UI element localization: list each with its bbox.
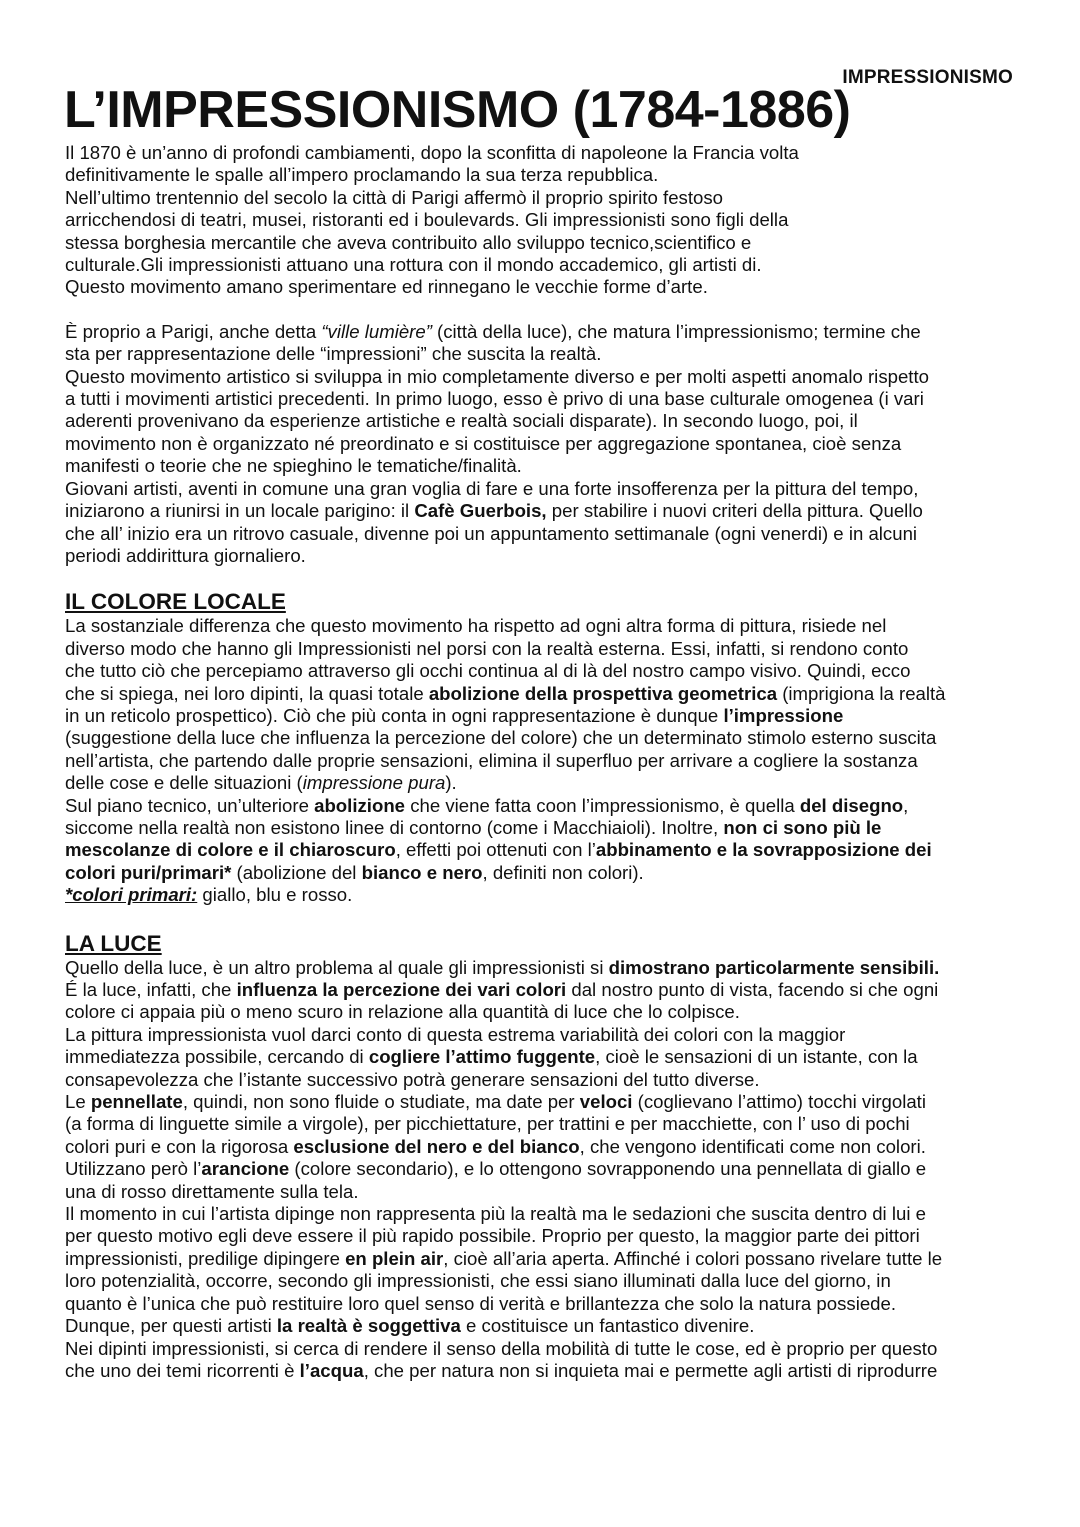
section-heading-colore-locale: IL COLORE LOCALE [65, 589, 286, 615]
text-run: , siccome nella realtà non esistono linee di contorno (come i Macchiaioli). Inoltre, [65, 794, 909, 838]
text-run: , effetti poi ottenuti con l’ [395, 839, 596, 861]
italic-term: “ville lumière” [321, 320, 432, 342]
luce-paragraph [65, 957, 1025, 1383]
footnote-label: *colori primari: [65, 884, 198, 906]
bold-term: non ci sono più le mescolanze di colore e il chiaroscuro [65, 816, 882, 861]
bold-term: l’impressione [723, 704, 844, 726]
text-run: Quello della luce, è un altro problema al quale gli impressionisti si [65, 956, 609, 978]
section-spacer [65, 907, 1025, 929]
bold-term: influenza la percezione dei vari colori [236, 979, 567, 1000]
section-spacer [65, 567, 1025, 589]
bold-term: cogliere l’attimo fuggente [368, 1046, 596, 1068]
bold-term: en plein air [345, 1247, 444, 1269]
text-run: È proprio a Parigi, anche detta [65, 320, 322, 342]
intro-paragraph-2 [65, 321, 1025, 567]
bold-term: la realtà è soggettiva [276, 1315, 461, 1337]
bold-term: bianco e nero [361, 861, 483, 883]
bold-term: abolizione [314, 794, 406, 816]
text-run: , quindi, non sono fluide o studiate, ma date per [182, 1091, 580, 1113]
bold-term: esclusione del nero e del bianco [293, 1135, 580, 1157]
bold-term: abbinamento e la sovrapposizione dei colori puri/primari* [65, 839, 932, 883]
text-run: É la luce, infatti, che [65, 979, 232, 1000]
text-run: (colore secondario), e lo ottengono sovrapponendo una pennellata di giallo e una di rosso direttamente sulla tela. Il momento in cui l’artista dipinge non rappresenta più la realtà ma le sedazioni che suscita dentro di lui e per questo motivo egli deve essere il più rapido possibile. Proprio per questo, la maggior parte dei pittori impressionisti, predilige dipingere [65, 1158, 927, 1269]
text-run: ). Sul piano tecnico, un’ulteriore [65, 772, 457, 816]
bold-term: arancione [201, 1158, 290, 1180]
paragraph-spacer [65, 299, 1025, 321]
running-head: IMPRESSIONISMO [842, 67, 1013, 88]
bold-term: Cafè Guerbois, [414, 500, 547, 522]
text-run: (città della luce), che matura l’impressionismo; termine che sta per rappresentazione delle “impressioni” che suscita la realtà. Questo movimento artistico si sviluppa in mio completamente diverso e per molti aspetti anomalo rispetto a tutti i movimenti artistici precedenti. In primo luogo, esso è privo di una base culturale omogenea (i vari aderenti provenivano da esperienze artistiche e realtà sociali disparate). In secondo luogo, poi, il movimento non è organizzato né preordinato e si costituisce per aggregazione spontanea, cioè senza manifesti o teorie che ne spieghino le tematiche/finalità. Giovani artisti, aventi in comune una gran voglia di fare e una forte insofferenza per la pittura del tempo, iniziarono a riunirsi in un locale parigino: il [65, 320, 929, 522]
bold-term: pennellate [90, 1091, 183, 1113]
text-run: , che vengono identificati come non colori. Utilizzano però l’ [65, 1135, 926, 1180]
text-run: , cioè le sensazioni di un istante, con la consapevolezza che l’istante successivo potrà generare sensazioni del tutto diverse. Le [65, 1046, 918, 1113]
bold-term: veloci [579, 1091, 633, 1113]
bold-term: abolizione della prospettiva geometrica [428, 682, 778, 704]
text-run: La sostanziale differenza che questo movimento ha rispetto ad ogni altra forma di pittura, risiede nel diverso modo che hanno gli Impressionisti nel porsi con la realtà esterna. Essi, infatti, si rendono conto che tutto ciò che percepiamo attraverso gli occhi continua al di là del nostro campo visivo. Quindi, ecco che si spiega, nei loro dipinti, la quasi totale [65, 615, 911, 704]
text-run: (coglievano l’attimo) tocchi virgolati (a forma di linguette simile a virgole), per picchiettature, per trattini e per macchiette, con l’ uso di pochi colori puri e con la rigorosa [65, 1091, 926, 1157]
section-heading-luce: LA LUCE [65, 930, 162, 956]
bold-term: del disegno [799, 794, 904, 816]
italic-term: impressione pura [302, 772, 446, 794]
text-run: , che per natura non si inquieta mai e permette agli artisti di riprodurre [363, 1359, 938, 1381]
text-run: giallo, blu e rosso. [197, 884, 353, 906]
intro-paragraph-1: Il 1870 è un’anno di profondi cambiamenti, dopo la sconfitta di napoleone la Francia volta definitivamente le spalle all’impero proclamando la sua terza repubblica. Nell’ultimo trentennio del secolo la città di Parigi affermò il proprio spirito festoso arricchendosi di teatri, musei, ristoranti ed i boulevards. Gli impressionisti sono figli della stessa borghesia mercantile che aveva contribuito allo sviluppo tecnico,scientifico e culturale.Gli impressionisti attuano una rottura con il mondo accademico, gli artisti di. Questo movimento amano sperimentare ed rinnegano le vecchie forme d’arte. [65, 142, 799, 298]
text-run: e costituisce un fantastico divenire. Nei dipinti impressionisti, si cerca di rendere il senso della mobilità di tutte le cose, ed è proprio per questo che uno dei temi ricorrenti è [65, 1315, 938, 1381]
text-run: , cioè all’aria aperta. Affinché i colori possano rivelare tutte le loro potenzialità, occorre, secondo gli impressionisti, che essi siano illuminati dalla luce del giorno, in quanto è l’unica che può restituire loro quel senso di verità e brillantezza che solo la natura possiede. Dunque, per questi artisti [65, 1247, 943, 1337]
text-run: che viene fatta coon l’impressionismo, è quella [405, 794, 800, 816]
text-run: per stabilire i nuovi criteri della pittura. Quello che all’ inizio era un ritrovo casuale, divenne poi un appuntamento settimanale (ogni venerdi) e in alcuni periodi addirittura giornaliero. [65, 500, 923, 566]
bold-term: l’acqua [299, 1359, 364, 1381]
page-title: L’IMPRESSIONISMO (1784-1886) [64, 81, 851, 139]
text-run: , definiti non colori). [482, 861, 644, 883]
bold-term: dimostrano particolarmente sensibili. [608, 956, 940, 978]
text-run: (imprigiona la realtà in un reticolo prospettico). Ciò che più conta in ogni rappresentazione è dunque [65, 682, 946, 726]
document-page [65, 64, 1025, 1382]
colore-locale-paragraph [65, 615, 1025, 906]
text-run: dal nostro punto di vista, facendo si che ogni colore ci appaia più o meno scuro in relazione alla quantità di luce che lo colpisce. La pittura impressionista vuol darci conto di questa estrema variabilità dei colori con la maggior immediatezza possibile, cercando di [65, 979, 939, 1068]
text-run: (abolizione del [231, 861, 362, 883]
text-run: (suggestione della luce che influenza la percezione del colore) che un determinato stimolo esterno suscita nell’artista, che partendo dalle proprie sensazioni, elimina il superfluo per arrivare a cogliere la sostanza delle cose e delle situazioni ( [65, 727, 937, 794]
